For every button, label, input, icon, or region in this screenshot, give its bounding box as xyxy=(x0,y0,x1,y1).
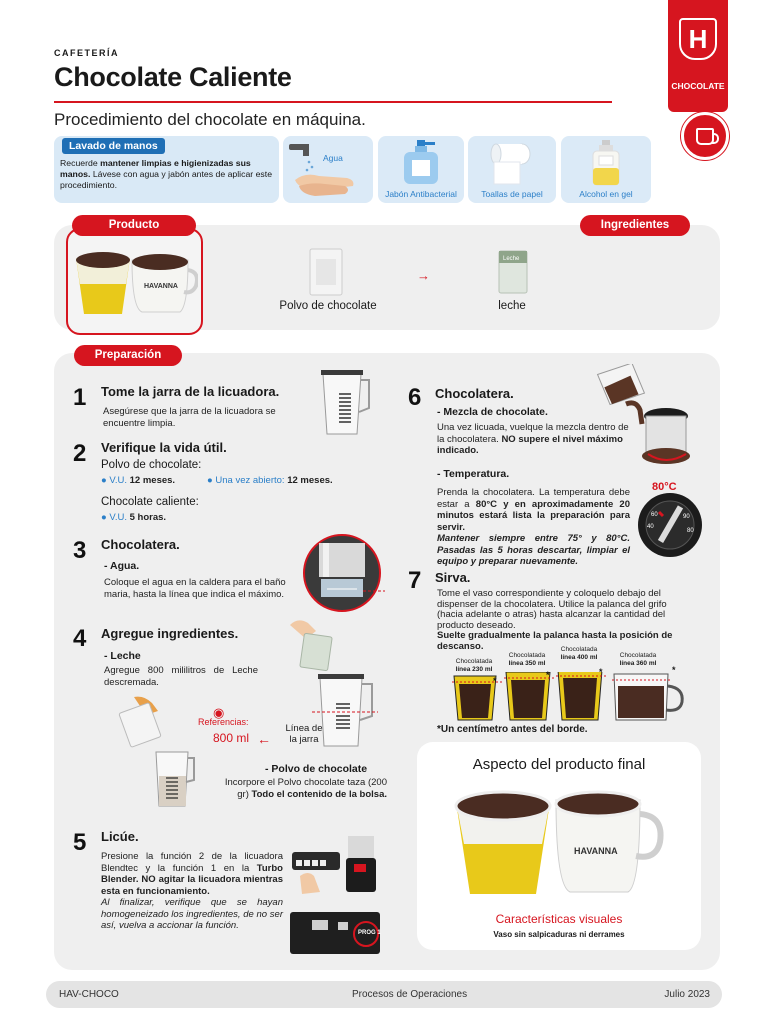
title-rule xyxy=(54,101,612,103)
brand-ribbon-label: CHOCOLATE xyxy=(671,81,725,91)
tile-label: Jabón Antibacterial xyxy=(385,189,457,199)
bullet-icon: ● xyxy=(101,512,107,523)
milk-pour-hand-icon xyxy=(286,617,342,673)
powder-opened: ● Una vez abierto: 12 meses. xyxy=(207,475,333,486)
hot-shelf-title: Chocolate caliente: xyxy=(101,496,199,508)
preparation-pill: Preparación xyxy=(74,345,182,366)
step-text: Coloque el agua en la caldera para el baño maria, hasta la línea que indica el máximo. xyxy=(104,577,286,600)
mug-icon xyxy=(681,112,729,160)
product-cups-image xyxy=(72,248,198,320)
step-title: Sirva. xyxy=(435,570,471,585)
step-text: Prenda la chocolatera. La temperatura debe estar a 80°C y en aproximadamente 20 minutos estará lista la preparación para servir. Mantener siempre entre 75° y 80°C. Pasadas las 5 horas descartar, limpiar el equipo y preparar nuevamente. xyxy=(437,487,630,567)
cup-brand-text: HAVANNA xyxy=(144,283,178,290)
page-title: Chocolate Caliente xyxy=(54,62,292,92)
step-number: 3 xyxy=(73,537,87,564)
section-kicker: CAFETERÍA xyxy=(54,48,119,58)
cup-size-label: Chocolatada línea 360 ml xyxy=(619,652,657,667)
step-text: Incorpore el Polvo chocolate taza (200 gr) Todo el contenido de la bolsa. xyxy=(224,777,387,800)
step-title: Chocolatera. xyxy=(435,386,514,401)
step-text-emphasis: Suelte gradualmente la palanca hasta la posición de descanso. xyxy=(437,630,673,652)
thermostat-dial-icon xyxy=(637,492,703,558)
step-title: Chocolatera. xyxy=(101,537,180,552)
step-number: 4 xyxy=(73,625,87,652)
step-text: Asegúrese que la jarra de la licuadora se encuentre limpia. xyxy=(103,406,276,429)
asterisk: * xyxy=(672,665,676,675)
arrow-left-icon: ← xyxy=(257,731,271,747)
hot-vu: ● V.U. 5 horas. xyxy=(101,512,167,523)
page-subtitle: Procedimiento del chocolate en máquina. xyxy=(54,110,366,129)
powder-vu: ● V.U. 12 meses. xyxy=(101,475,176,486)
cup-size-label: Chocolatada línea 350 ml xyxy=(508,652,546,667)
milk-pack-icon xyxy=(497,249,529,295)
cup-sizes-illustration xyxy=(452,672,688,724)
step-number: 1 xyxy=(73,384,87,411)
prog-button-text: PROG 1 xyxy=(358,930,381,936)
footer-date: Julio 2023 xyxy=(664,989,710,1000)
step-sub: - Leche xyxy=(104,650,141,662)
step-number: 2 xyxy=(73,440,87,467)
ingredients-pill: Ingredientes xyxy=(580,215,690,236)
bullet-icon: ● xyxy=(101,475,107,486)
temperature-label: 80°C xyxy=(652,481,677,493)
ingredient-powder-label: Polvo de chocolate xyxy=(279,300,377,312)
cup-size-label: Chocolatada línea 400 ml xyxy=(560,646,598,661)
step-text: Presione la función 2 de la licuadora Blendtec y la función 1 en la Turbo Blender. NO agitar la licuadora mientras esta en funcionamiento. Al finalizar, verifique que se hayan homogeneizado los ingredientes, de no ser así, vuelva a accionar la función. xyxy=(101,851,283,931)
faucet-hands-icon xyxy=(285,138,371,200)
arrow-right-icon: → xyxy=(417,268,430,283)
brand-logo: H xyxy=(679,18,717,60)
paper-towel-icon xyxy=(488,140,536,186)
blender-jar-icon xyxy=(152,748,198,810)
step-text: Tome el vaso correspondiente y coloquelo debajo del dispenser de la chocolatera. Utilice la palanca del grifo (hacia adelante o atras) hasta alcanzar la cantidad del producto deseado. xyxy=(437,588,667,631)
footer-bar xyxy=(46,981,722,1008)
asterisk: * xyxy=(599,667,603,677)
soap-dispenser-icon xyxy=(400,140,442,186)
jar-line-label: Línea de la jarra xyxy=(285,723,323,745)
step-sub: - Agua. xyxy=(104,560,140,572)
tile-label: Agua xyxy=(323,153,343,163)
cup-size-label: Chocolatada línea 230 ml xyxy=(455,658,493,673)
step-number: 5 xyxy=(73,829,87,856)
bullet-icon: ● xyxy=(207,475,213,486)
tile-towels xyxy=(468,136,556,203)
reference-value: 800 ml xyxy=(213,731,250,745)
step-sub: - Polvo de chocolate xyxy=(265,763,368,775)
asterisk: * xyxy=(546,670,550,680)
footer-center: Procesos de Operaciones xyxy=(352,989,468,1000)
handwash-tag: Lavado de manos xyxy=(62,138,165,154)
step-text: Agregue 800 mililitros de Leche descremada. xyxy=(104,665,258,688)
reference-label: Referencias: xyxy=(198,717,249,727)
step-title: Agregue ingredientes. xyxy=(101,626,239,641)
product-pill: Producto xyxy=(72,215,196,236)
blender-jar-icon xyxy=(317,368,373,440)
svg-text:40: 40 xyxy=(647,524,654,530)
step-number: 7 xyxy=(408,567,422,594)
step-title: Tome la jarra de la licuadora. xyxy=(101,384,280,399)
final-note: Vaso sin salpicaduras ni derrames xyxy=(493,930,625,939)
handwash-text: Recuerde mantener limpias e higienizadas sus manos. Lávese con agua y jabón antes de aplicar este procedimiento. xyxy=(60,158,273,190)
cup-brand-text: HAVANNA xyxy=(574,846,618,856)
step-number: 6 xyxy=(408,384,422,411)
milk-pack-text: Leche xyxy=(503,256,520,262)
step-title: Verifique la vida útil. xyxy=(101,440,227,455)
asterisk: * xyxy=(493,676,497,686)
footnote: *Un centímetro antes del borde. xyxy=(437,724,588,735)
final-cups-image xyxy=(452,790,678,900)
powder-pour-hand-icon xyxy=(118,695,174,751)
ingredient-milk-label: leche xyxy=(498,300,526,312)
blender-control-panel-icon xyxy=(290,836,382,956)
chocolate-machine-icon xyxy=(297,533,387,613)
sanitizer-bottle-icon xyxy=(589,140,623,186)
final-title: Aspecto del producto final xyxy=(472,756,646,773)
svg-text:90: 90 xyxy=(683,514,690,520)
svg-text:60: 60 xyxy=(651,512,658,518)
tile-label: Toallas de papel xyxy=(481,189,543,199)
step-sub: - Mezcla de chocolate. xyxy=(437,406,548,418)
chocolate-powder-bag-icon xyxy=(308,247,344,297)
final-caption: Características visuales xyxy=(495,912,623,926)
footer-code: HAV-CHOCO xyxy=(59,989,119,1000)
svg-text:80: 80 xyxy=(687,528,694,534)
step-text: Una vez licuada, vuelque la mezcla dentro de la chocolatera. NO supere el nivel máximo indicado. xyxy=(437,422,629,456)
eye-icon: ◉ xyxy=(213,705,225,720)
powder-shelf-title: Polvo de chocolate: xyxy=(101,459,202,471)
pour-into-machine-icon xyxy=(596,364,700,468)
tile-water xyxy=(283,136,373,203)
step-title: Licúe. xyxy=(101,829,139,844)
tile-alcohol xyxy=(561,136,651,203)
tile-soap xyxy=(378,136,464,203)
step-sub: - Temperatura. xyxy=(437,468,510,480)
tile-label: Alcohol en gel xyxy=(579,189,633,199)
